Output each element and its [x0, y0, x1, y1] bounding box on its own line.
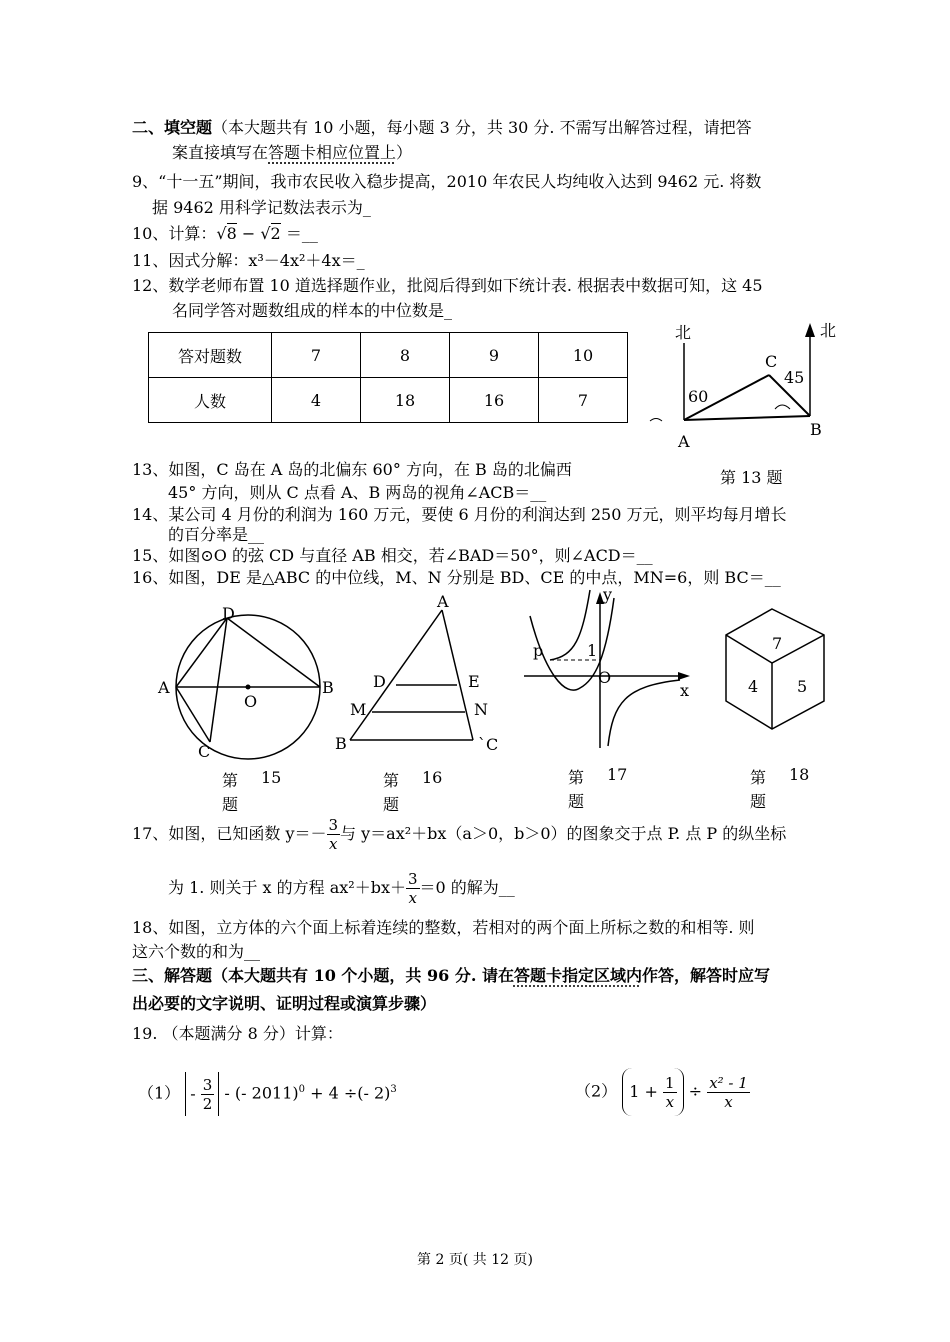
section2-note1: （本大题共有 10 小题，每小题 3 分，共 30 分. 不需写出解答过程，请把答 [212, 118, 752, 137]
table-cell: 18 [361, 378, 450, 423]
q12-line2: 名同学答对题数组成的样本的中位数是_ [172, 301, 453, 320]
q17-pre: 17、如图，已知函数 y＝－ [132, 824, 327, 843]
page-footer: 第 2 页( 共 12 页) [417, 1252, 533, 1268]
fig16-label-e: E [468, 672, 480, 691]
q19-abs-value [185, 1072, 219, 1116]
north-arrow-b [805, 323, 815, 337]
q17-l2pre: 为 1. 则关于 x 的方程 ax²＋bx＋ [168, 878, 406, 897]
fig13-label-c: C [765, 352, 778, 371]
section3-line1 [132, 966, 770, 986]
q10-minus: − [236, 224, 261, 243]
q19-title: 19. （本题满分 8 分）计算： [132, 1024, 343, 1043]
q17-fraction2 [406, 870, 420, 907]
table-cell: 16 [450, 378, 539, 423]
q19-e1-den: 2 [202, 1094, 213, 1113]
fig18-face-top: 7 [772, 634, 783, 653]
fig18-cap3: 题 [750, 792, 767, 811]
fig18-face-left: 4 [748, 677, 759, 696]
table-row [149, 333, 628, 378]
q10-radicand2: 2 [270, 224, 281, 243]
q14-line2: 的百分率是__ [168, 525, 265, 544]
fig17-cap3: 题 [568, 792, 585, 811]
table-cell: 4 [272, 378, 361, 423]
fig15-label-o: O [244, 692, 258, 711]
fig16-label-n: N [474, 700, 488, 719]
section3-line2: 出必要的文字说明、证明过程或演算步骤） [132, 994, 437, 1013]
fig16-label-d: D [373, 672, 386, 691]
fig17-label-x: x [680, 681, 690, 700]
q19-e2-num: 1 [665, 1074, 675, 1092]
section2-line1 [132, 118, 752, 138]
fig16-cap2: 16 [422, 768, 443, 787]
section3-line1-dots: 答题卡指定区域内 [513, 966, 642, 985]
fig13-caption: 第 13 题 [720, 468, 783, 487]
table-row [149, 378, 628, 423]
q19-e1-b: - [224, 1083, 235, 1103]
section2-line2 [172, 143, 412, 163]
q14-line1: 14、某公司 4 月份的利润为 160 万元，要使 6 月份的利润达到 250 万元，则平均每月增长 [132, 505, 787, 524]
q17-line2 [168, 866, 515, 910]
fig17-label-1: 1 [587, 641, 598, 660]
fig16-label-c: `C [478, 735, 499, 754]
q17-frac-num: 3 [328, 816, 339, 834]
chord-db [227, 618, 320, 687]
table-cell: 8 [361, 333, 450, 378]
fig16-label-b: B [335, 734, 347, 753]
q19-e2-div: ÷ [683, 1081, 703, 1101]
fig13-north1: 北 [675, 323, 692, 342]
q13-line2: 45° 方向，则从 C 点看 A、B 两岛的视角∠ACB＝__ [168, 483, 547, 502]
q10-pre: 10、计算： [132, 224, 217, 243]
figure-18 [722, 605, 832, 735]
q19-p2-label: （2） [575, 1081, 618, 1101]
fig13-north2: 北 [820, 321, 837, 340]
q15: 15、如图⊙O 的弦 CD 与直径 AB 相交，若∠BAD＝50°，则∠ACD＝__ [132, 546, 653, 565]
fig17-label-p: p [533, 641, 544, 660]
side-ab [350, 610, 442, 740]
table-cell: 10 [539, 333, 628, 378]
table-cell: 9 [450, 333, 539, 378]
hyperbola-upper-branch [550, 590, 590, 660]
fig15-label-c: C [198, 742, 211, 761]
q19-e1-e: (- 2) [357, 1083, 391, 1103]
q19-e2-a: 1 + [629, 1082, 664, 1101]
fig15-label-b: B [322, 678, 334, 697]
fig17-label-y: y [603, 585, 613, 604]
section2-note2-pre: 案直接填写在 [172, 143, 269, 162]
table-cell: 答对题数 [149, 333, 272, 378]
fig16-label-a: A [437, 592, 449, 611]
q19-p1-label: （1） [138, 1083, 181, 1103]
cube-outline [726, 609, 824, 729]
fig13-label-60: 60 [688, 387, 709, 406]
fig17-label-o: O [598, 668, 612, 687]
fig15-label-d: D [222, 604, 235, 623]
q19-e2-fraction [663, 1074, 677, 1111]
section3-line1-post: 作答，解答时应写 [641, 966, 770, 985]
q17-frac-den: x [329, 835, 338, 853]
q19-e2-den2: x [724, 1092, 733, 1111]
section3-line1-pre: 三、解答题（本大题共有 10 个小题，共 96 分. 请在 [132, 966, 514, 985]
fig17-cap2: 17 [607, 765, 628, 784]
q19-part1 [138, 1068, 397, 1116]
section2-note2-post: ） [396, 143, 413, 162]
q19-part2 [575, 1068, 750, 1116]
fig13-label-45: 45 [784, 368, 805, 387]
q19-e1-sup: 0 [298, 1084, 305, 1095]
hyperbola-lower-branch [608, 680, 680, 746]
q18-line2: 这六个数的和为__ [132, 942, 261, 961]
q10-sqrt1: √8 [216, 224, 237, 243]
q10 [132, 224, 318, 244]
fig15-cap3: 题 [222, 795, 239, 814]
q19-e1-fraction [201, 1076, 215, 1113]
table-cell: 7 [272, 333, 361, 378]
segment-ab [684, 416, 810, 420]
q17-frac2-num: 3 [407, 870, 418, 888]
fig15-cap2: 15 [261, 768, 282, 787]
figure-15 [170, 605, 330, 755]
fig16-label-m: M [350, 700, 367, 719]
q19-e1-minus: - [190, 1083, 196, 1103]
fig16-cap3: 题 [383, 795, 400, 814]
x-axis-arrow [678, 672, 690, 680]
center-point [246, 685, 251, 690]
section2-note2-dots: 答题卡相应位置上 [268, 143, 397, 162]
fig18-face-right: 5 [797, 677, 808, 696]
fig13-label-b: B [810, 420, 822, 439]
q17-post: 与 y＝ax²＋bx（a＞0，b＞0）的图象交于点 P. 点 P 的纵坐标 [340, 824, 787, 843]
fig15-cap1: 第 [222, 771, 239, 790]
angle-arc-b [775, 405, 790, 409]
fig17-cap1: 第 [568, 768, 585, 787]
fig18-cap2: 18 [789, 765, 810, 784]
q13-line1: 13、如图，C 岛在 A 岛的北偏东 60° 方向，在 B 岛的北偏西 [132, 460, 572, 479]
q9-line2: 据 9462 用科学记数法表示为_ [152, 198, 371, 217]
fig13-label-a: A [678, 432, 690, 451]
q10-post: ＝__ [280, 224, 318, 243]
answer-stats-table [148, 332, 628, 423]
q11: 11、因式分解：x³－4x²＋4x＝_ [132, 251, 365, 270]
q19-e2-fraction2 [707, 1074, 750, 1111]
q19-e1-sup2: 3 [390, 1084, 397, 1095]
q17-frac2-den: x [408, 889, 417, 907]
fig16-cap1: 第 [383, 771, 400, 790]
q19-e2-den: x [665, 1093, 675, 1111]
section2-heading: 二、填空题 [132, 118, 213, 137]
q9-line1: 9、“十一五”期间，我市农民收入稳步提高，2010 年农民人均纯收入达到 9462 元. 将数 [132, 172, 762, 191]
q10-sqrt2: √2 [260, 224, 281, 243]
q19-e2-num2: x² - 1 [709, 1073, 748, 1092]
q19-e1-num: 3 [202, 1075, 213, 1094]
q16: 16、如图，DE 是△ABC 的中位线，M、N 分别是 BD、CE 的中点，MN=6，则 BC＝__ [132, 568, 781, 587]
q19-e1-c: (- 2011) [234, 1083, 299, 1103]
q18-line1: 18、如图，立方体的六个面上标着连续的整数，若相对的两个面上所标之数的和相等. 则 [132, 918, 755, 937]
q17-fraction [327, 816, 341, 853]
q17-l2post: ＝0 的解为__ [419, 878, 515, 897]
q19-e1-d: + 4 ÷ [305, 1083, 358, 1103]
q17-line1 [132, 812, 786, 856]
q12-line1: 12、数学老师布置 10 道选择题作业，批阅后得到如下统计表. 根据表中数据可知，这 45 [132, 276, 763, 295]
fig18-cap1: 第 [750, 768, 767, 787]
fig15-label-a: A [158, 678, 170, 697]
q19-parenthesis-group [622, 1068, 683, 1116]
angle-arc-a [650, 419, 662, 422]
table-cell: 7 [539, 378, 628, 423]
q10-radicand1: 8 [226, 224, 237, 243]
table-cell: 人数 [149, 378, 272, 423]
